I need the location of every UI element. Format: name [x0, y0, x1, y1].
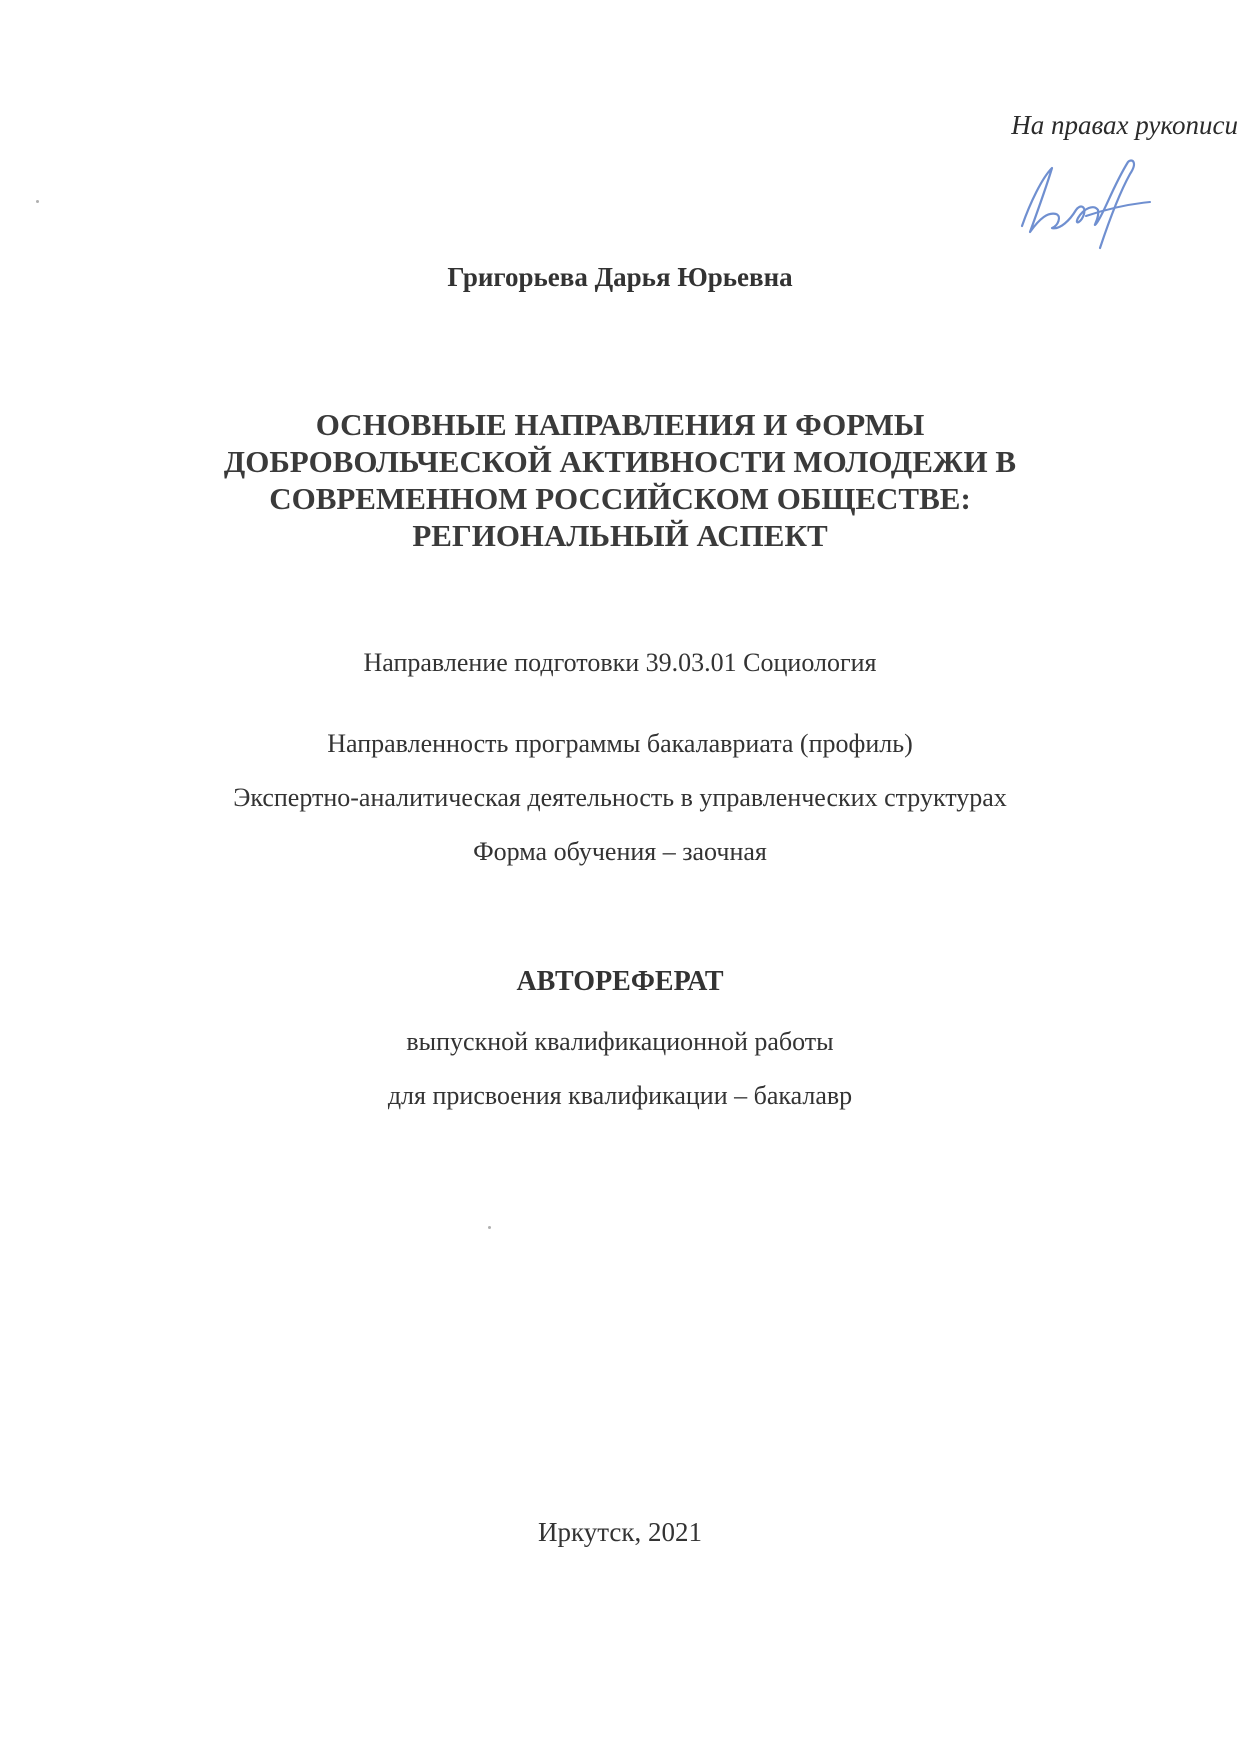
training-direction: Направление подготовки 39.03.01 Социология [363, 648, 877, 677]
handwritten-signature [1000, 148, 1170, 258]
title-line: РЕГИОНАЛЬНЫЙ АСПЕКТ [412, 518, 828, 553]
rights-note: На правах рукописи [1011, 110, 1238, 140]
scan-speck [488, 1226, 491, 1229]
title-line: СОВРЕМЕННОМ РОССИЙСКОМ ОБЩЕСТВЕ: [269, 481, 971, 516]
thesis-title [0, 406, 1240, 554]
purpose-line: выпускной квалификационной работы [406, 1027, 834, 1056]
title-line: ДОБРОВОЛЬЧЕСКОЙ АКТИВНОСТИ МОЛОДЕЖИ В [223, 444, 1017, 479]
scan-speck [36, 200, 39, 203]
study-form: Форма обучения – заочная [473, 837, 767, 866]
title-line: ОСНОВНЫЕ НАПРАВЛЕНИЯ И ФОРМЫ [315, 407, 925, 442]
program-profile [0, 717, 1240, 879]
purpose-line: для присвоения квалификации – бакалавр [387, 1081, 853, 1110]
document-purpose [0, 1015, 1240, 1123]
author-name: Григорьева Дарья Юрьевна [447, 262, 793, 292]
profile-label: Направленность программы бакалавриата (профиль) [327, 729, 913, 758]
profile-name: Экспертно-аналитическая деятельность в управленческих структурах [233, 783, 1007, 812]
document-type: АВТОРЕФЕРАТ [516, 966, 724, 997]
place-and-year: Иркутск, 2021 [538, 1517, 702, 1547]
